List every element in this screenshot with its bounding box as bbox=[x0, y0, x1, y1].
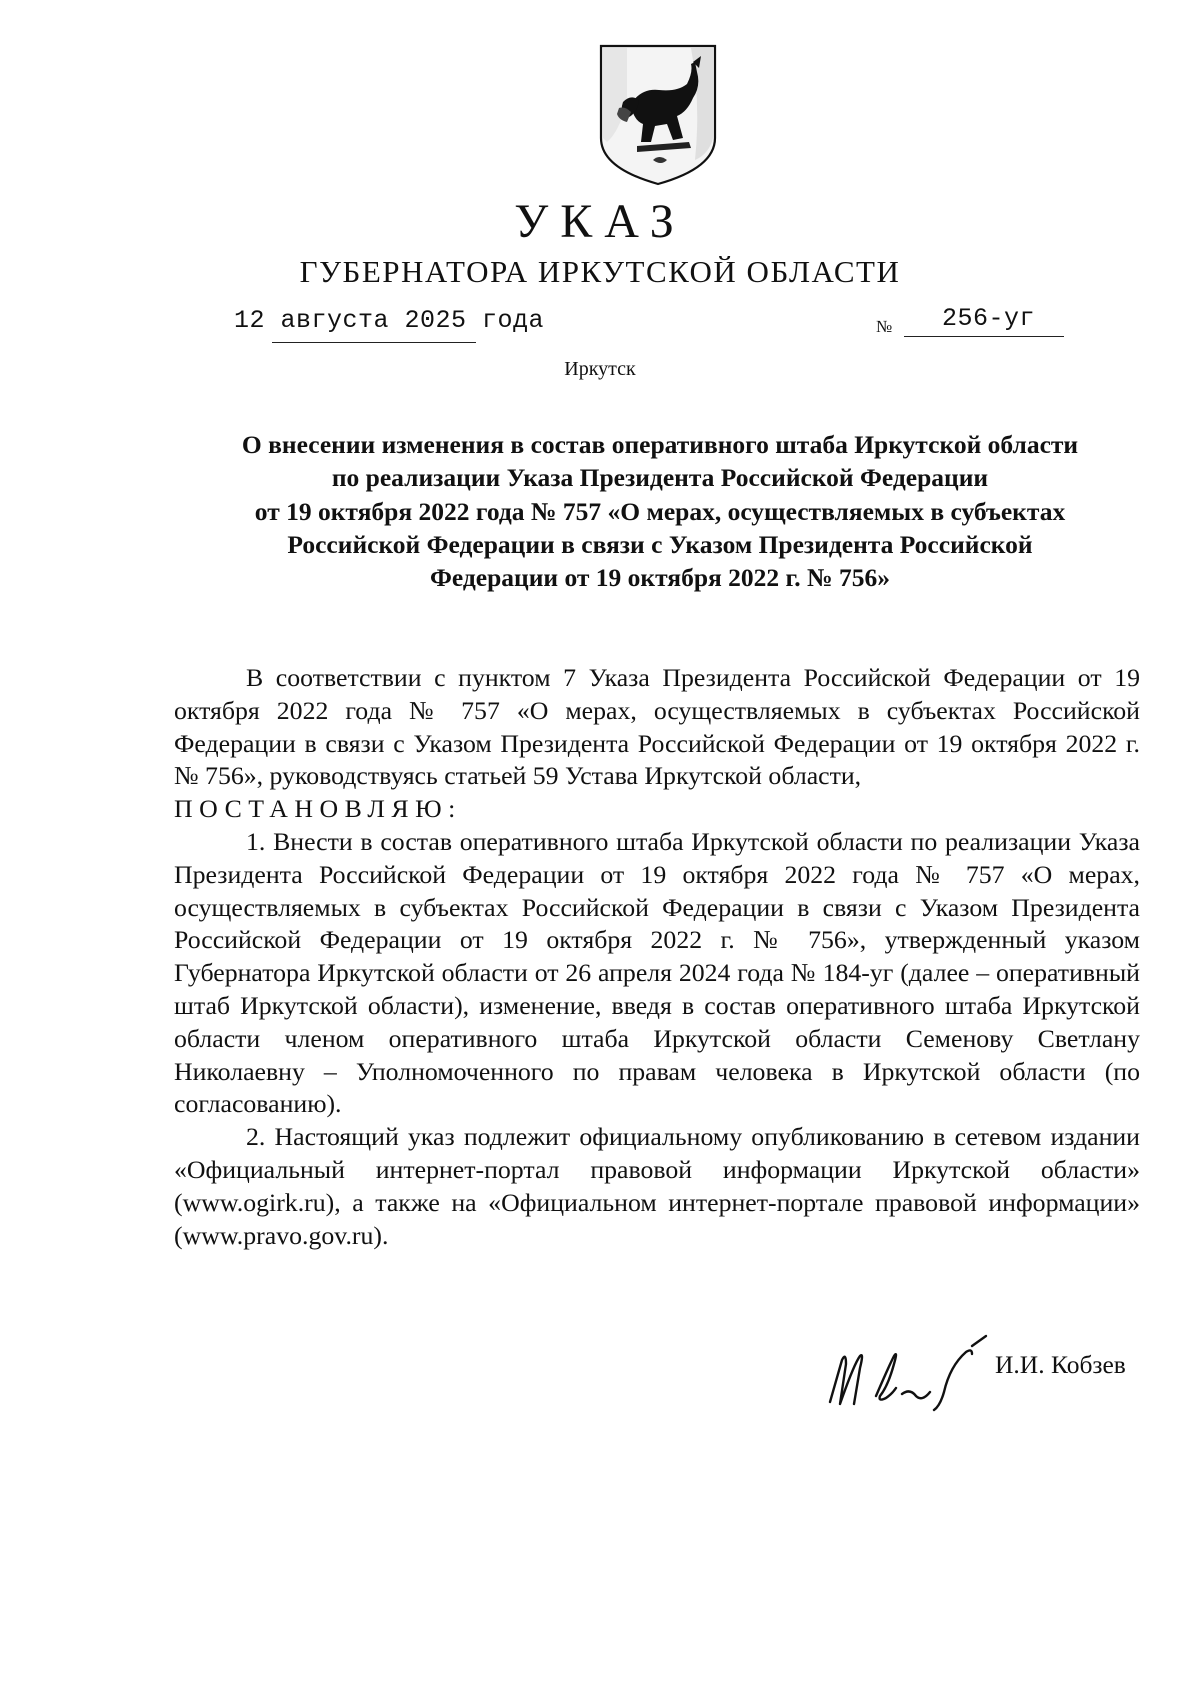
title-line: от 19 октября 2022 года № 757 «О мерах, осуществляемых в субъектах bbox=[254, 496, 1066, 526]
item-paragraph: 2. Настоящий указ подлежит официальному опубликованию в сетевом издании «Официальный интернет-портал правовой информации Иркутской области» (www.ogirk.ru), а также на «Официальном интернет-портале правовой информации» (www.pravo.gov.ru). bbox=[174, 1122, 1140, 1250]
place-of-issue: Иркутск bbox=[564, 358, 636, 380]
document-type: УКАЗ bbox=[514, 195, 686, 248]
number-sign: № bbox=[876, 317, 893, 336]
signer-name: И.И. Кобзев bbox=[995, 1350, 1126, 1379]
irkutsk-coat-of-arms-icon bbox=[597, 42, 719, 188]
handwritten-signature-icon bbox=[822, 1322, 992, 1418]
preamble-paragraph: В соответствии с пунктом 7 Указа Президента Российской Федерации от 19 октября 2022 года № 757 «О мерах, осуществляемых в субъектах Российской Федерации в связи с Указом Президента Российской Федерации от 19 октября 2022 г. № 756», руководствуясь статьей 59 Устава Иркутской области, bbox=[174, 663, 1140, 791]
date-underline bbox=[272, 342, 476, 343]
issuing-authority: ГУБЕРНАТОРА ИРКУТСКОЙ ОБЛАСТИ bbox=[299, 254, 901, 289]
document-number: 256-уг bbox=[942, 304, 1036, 333]
document-title bbox=[160, 428, 1160, 594]
number-underline bbox=[904, 336, 1064, 337]
title-line: по реализации Указа Президента Российской Федерации bbox=[331, 463, 989, 493]
title-line: О внесении изменения в состав оперативного штаба Иркутской области bbox=[241, 430, 1079, 459]
item-paragraph: 1. Внести в состав оперативного штаба Иркутской области по реализации Указа Президента Российской Федерации от 19 октября 2022 года № 757 «О мерах, осуществляемых в субъектах Российской Федерации в связи с Указом Президента Российской Федерации от 19 октября 2022 г. № 756», утвержденный указом Губернатора Иркутской области от 26 апреля 2024 года № 184-уг (далее – оперативный штаб Иркутской области), изменение, введя в состав оперативного штаба Иркутской области членом оперативного штаба Иркутской области Семенову Светлану Николаевну – Уполномоченного по правам человека в Иркутской области (по согласованию). bbox=[174, 826, 1140, 1119]
title-line: Федерации от 19 октября 2022 г. № 756» bbox=[429, 563, 891, 593]
resolve-heading: ПОСТАНОВЛЯЮ: bbox=[174, 794, 462, 824]
title-line: Российской Федерации в связи с Указом Президента Российской bbox=[287, 529, 1033, 559]
document-body bbox=[174, 662, 1140, 1252]
document-date: 12 августа 2025 года bbox=[234, 306, 545, 335]
